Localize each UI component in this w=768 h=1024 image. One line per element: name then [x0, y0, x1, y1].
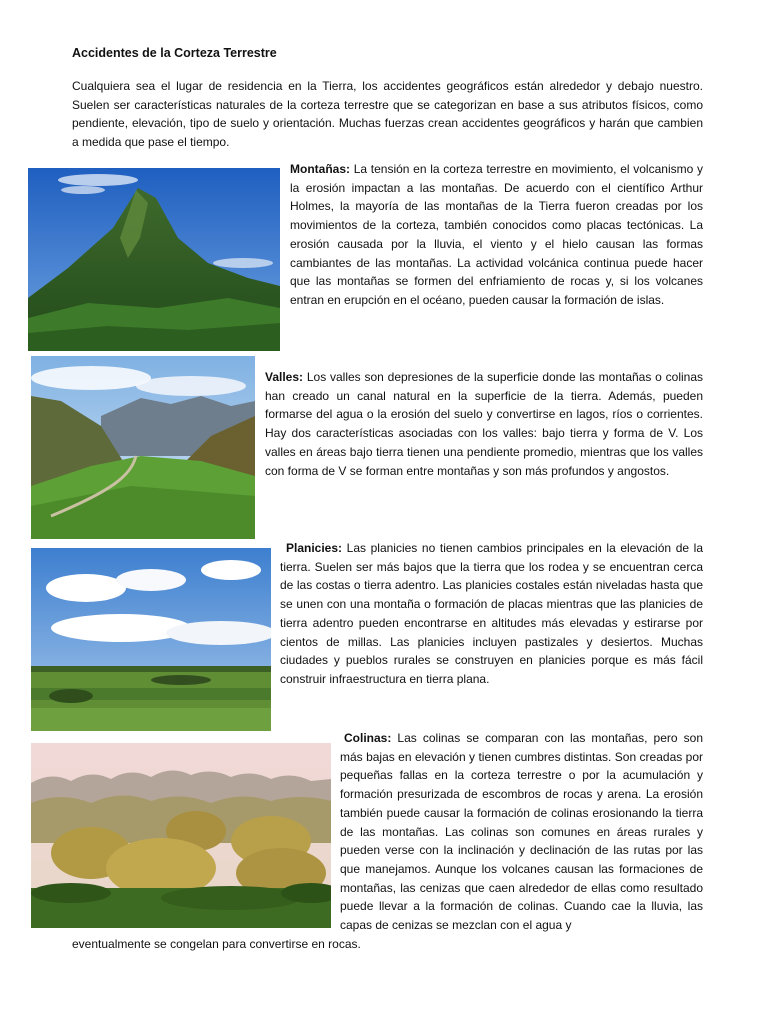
plains-heading: Planicies:: [286, 541, 343, 555]
mountains-text: La tensión en la corteza terrestre en movimiento, el volcanismo y la erosión impactan a las montañas. De acuerdo con el científico Arthur Holmes, la mayoría de las montañas de la Tierra fueron creadas por los movimientos de la corteza, también conocidos como placas tectónicas. La erosión causada por la lluvia, el viento y el hielo causan las formas cambiantes de las montañas. La actividad volcánica continua puede hacer que las montañas se formen del enfriamiento de rocas y, si los volcanes entran en erupción en el océano, pueden causar la formación de islas.: [290, 162, 703, 307]
document-title: Accidentes de la Corteza Terrestre: [72, 46, 277, 60]
hills-heading: Colinas:: [344, 731, 392, 745]
valleys-heading: Valles:: [265, 370, 304, 384]
valley-photo: [31, 356, 255, 539]
hills-photo: [31, 743, 331, 928]
mountain-photo: [28, 168, 280, 351]
intro-paragraph: Cualquiera sea el lugar de residencia en la Tierra, los accidentes geográficos están alrededor y debajo nuestro. Suelen ser características naturales de la corteza terrestre que se categorizan en base a sus atributos físicos, como pendiente, elevación, tipo de suelo y orientación. Muchas fuerzas crean accidentes geográficos y harán que cambien a medida que pase el tiempo.: [72, 79, 703, 149]
plain-photo: [31, 548, 271, 731]
plains-paragraph: [280, 539, 703, 689]
plains-text: Las planicies no tienen cambios principales en la elevación de la tierra. Suelen ser más bajos que la tierra que los rodea y se encuentran cerca de las costas o tierra adentro. Las planicies costales están niveladas hasta que se unen con una montaña o formación de placas mientras que las planicies de tierra adentro pueden encontrarse en altitudes más elevadas y estirarse por cientos de millas. Las planicies incluyen pastizales y desiertos. Muchas ciudades y pueblos rurales se construyen en planicies porque es más fácil construir infraestructura en tierra plana.: [280, 541, 703, 686]
valleys-paragraph: [265, 368, 703, 480]
mountains-heading: Montañas:: [290, 162, 350, 176]
mountains-paragraph: [290, 160, 703, 310]
hills-paragraph: [340, 729, 703, 935]
hills-paragraph-end: eventualmente se congelan para convertirse en rocas.: [72, 937, 361, 951]
hills-text: Las colinas se comparan con las montañas, pero son más bajas en elevación y tienen cumbres distintas. Son creadas por pequeñas fallas en la corteza terrestre o por la acumulación y formación presurizada de escombros de rocas y arena. La erosión también puede causar la formación de colinas erosionando la tierra de las montañas. Las colinas son comunes en áreas rurales y pueden verse con la inclinación y declinación de las rutas por las que manejamos. Aunque los volcanes causan las formaciones de montañas, las cenizas que caen alrededor de ellas como resultado puede llevar a la formación de colinas. Cuando cae la lluvia, las capas de cenizas se mezclan con el agua y: [340, 731, 703, 933]
valleys-text: Los valles son depresiones de la superficie donde las montañas o colinas han creado un canal natural en la superficie de la tierra. Además, pueden formarse del agua o la erosión del suelo y convertirse en lagos, ríos o corrientes. Hay dos características asociadas con los valles: bajo tierra y forma de V. Los valles en áreas bajo tierra tienen una pendiente promedio, mientras que los valles con forma de V se forman entre montañas y son más profundos y angostos.: [265, 370, 703, 478]
